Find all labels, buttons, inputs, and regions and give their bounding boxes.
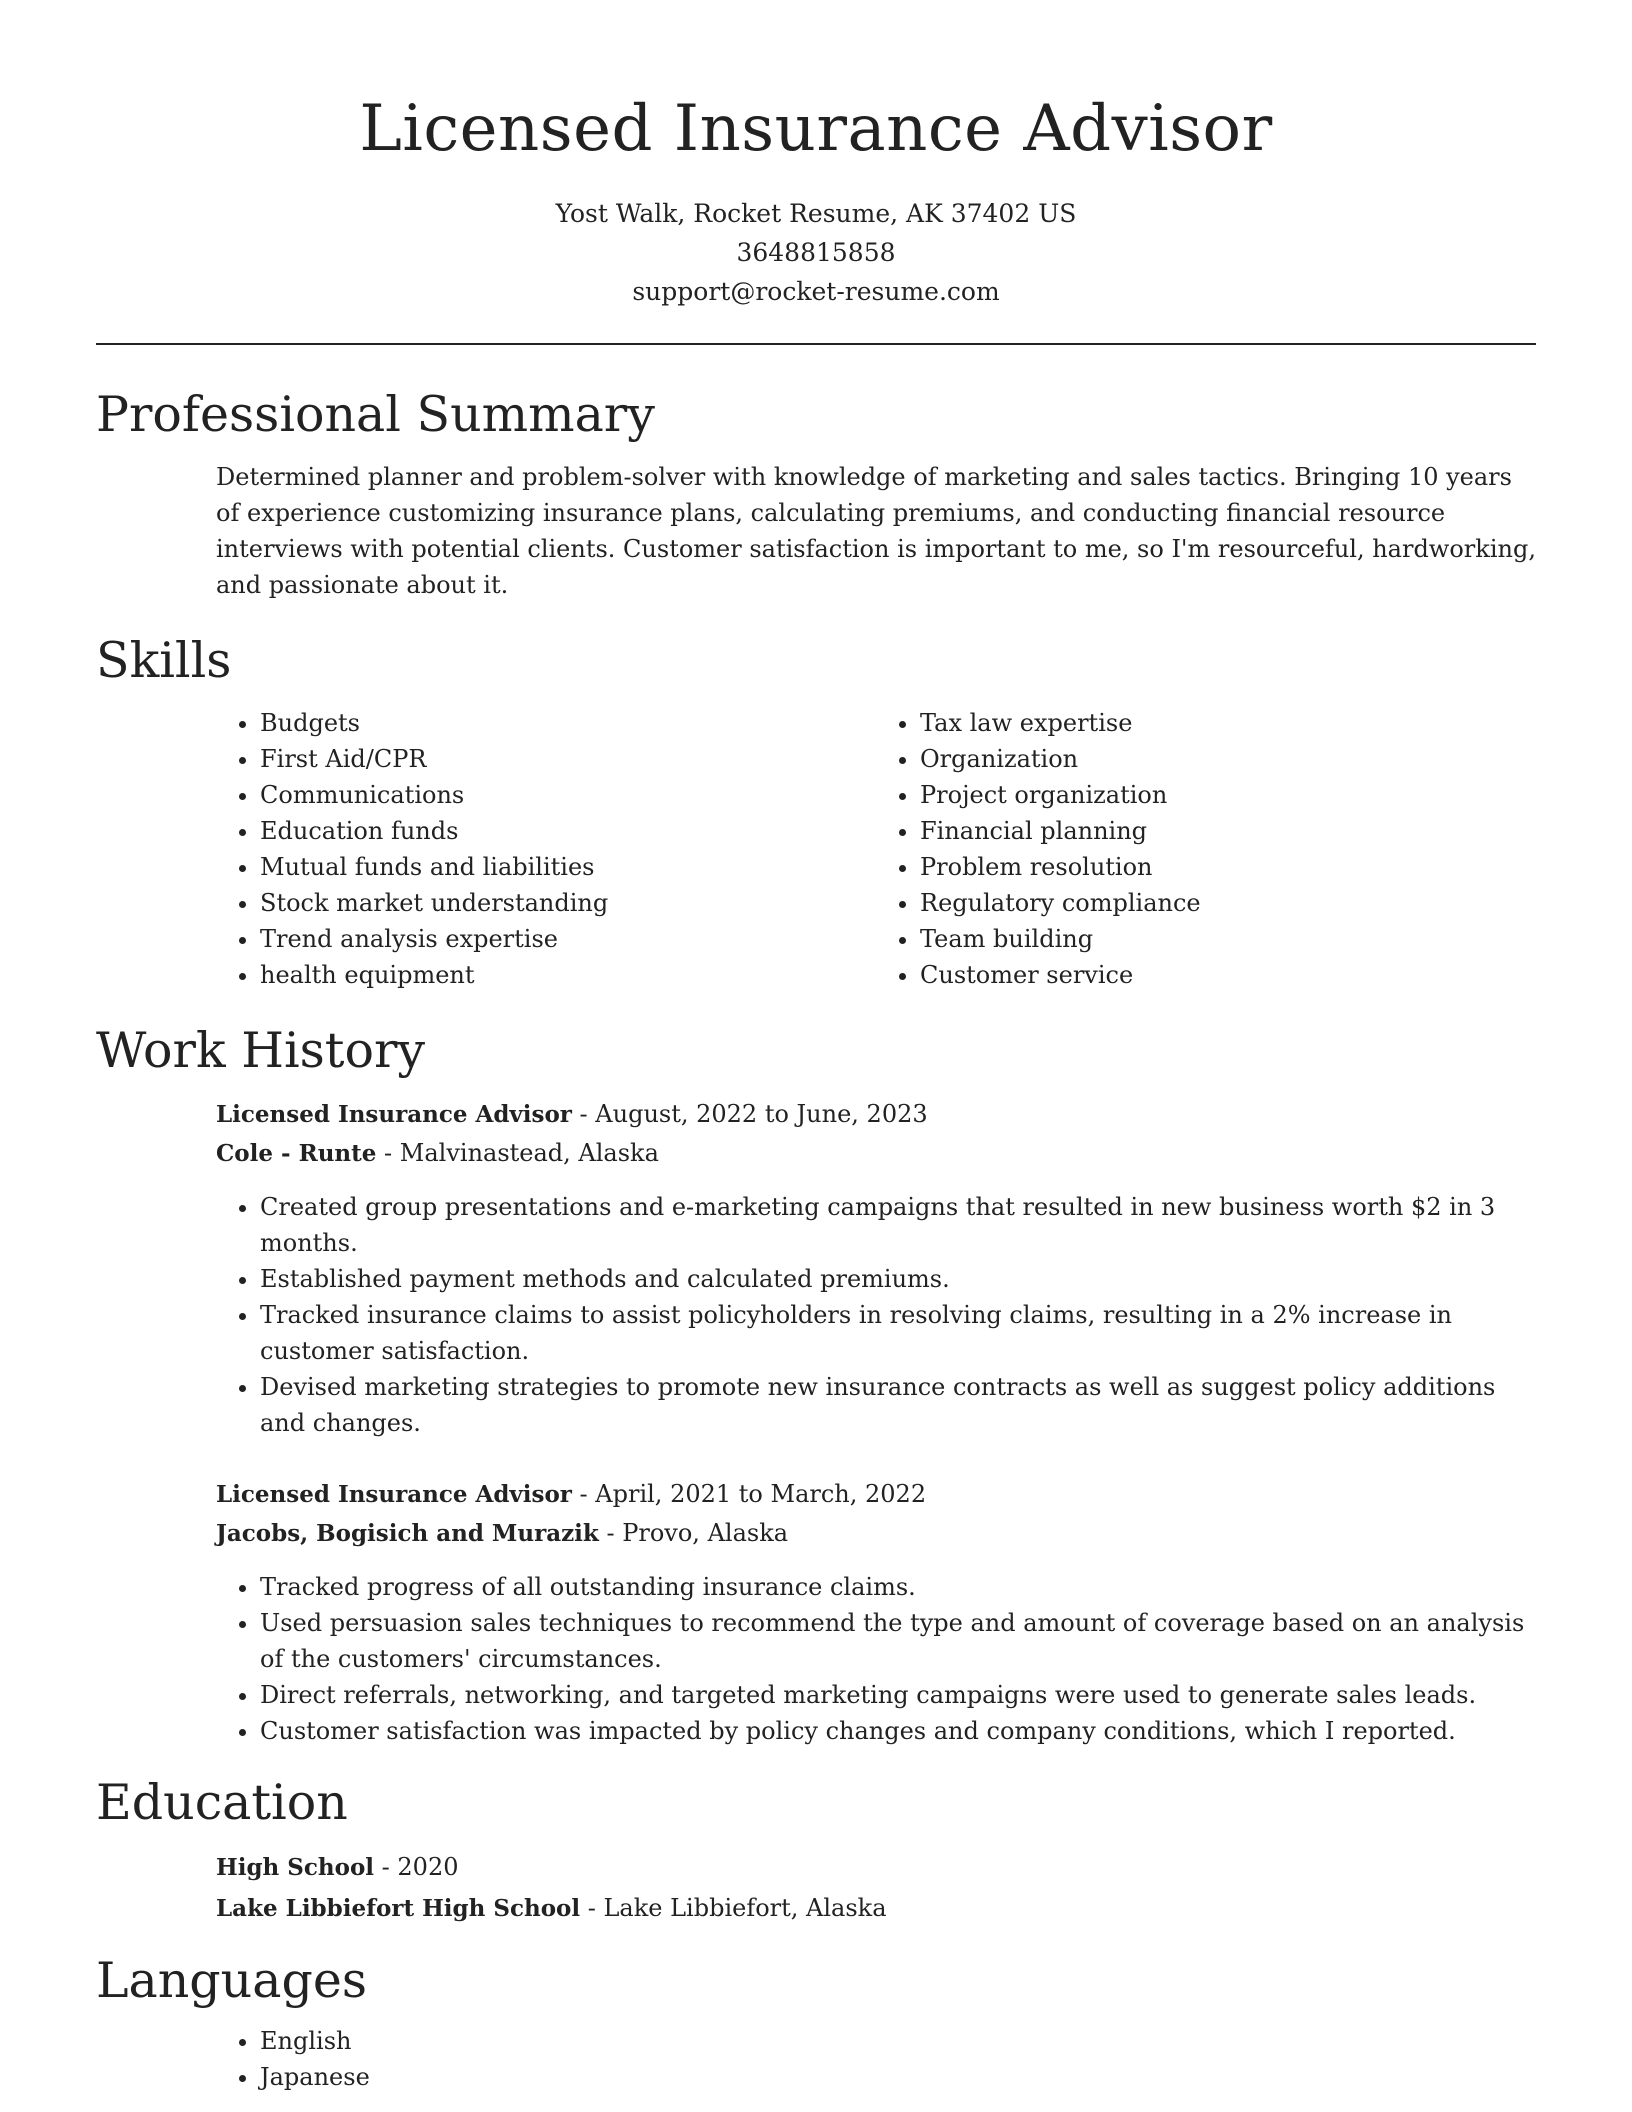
job-bullet: • Tracked insurance claims to assist policyholders in resolving claims, resulting in a 2% increase in customer satisfaction. — [260, 1297, 1536, 1369]
candidate-name: Licensed Insurance Advisor — [359, 92, 1273, 166]
skill-item: • Communications — [260, 777, 876, 813]
job-role: Licensed Insurance Advisor — [216, 1101, 572, 1128]
skills-grid — [216, 705, 1536, 993]
education-degree: High School — [216, 1854, 375, 1881]
job-title-line — [216, 1475, 1536, 1514]
skill-item: • Organization — [920, 741, 1536, 777]
skill-item: • Education funds — [260, 813, 876, 849]
job-bullets — [216, 1189, 1536, 1441]
job-location: - Provo, Alaska — [598, 1519, 789, 1547]
job-bullets — [216, 1569, 1536, 1749]
education-entry — [216, 1847, 1536, 1929]
job-company-line — [216, 1514, 1536, 1553]
skill-item: • Mutual funds and liabilities — [260, 849, 876, 885]
contact-email: support@rocket-resume.com — [632, 277, 1000, 306]
skill-item: • Financial planning — [920, 813, 1536, 849]
summary-text: Determined planner and problem-solver with knowledge of marketing and sales tactics. Bringing 10 years of experience customizing insurance plans, calculating premiums, and conducting financial resource interviews with potential clients. Customer satisfaction is important to me, so I'm resourceful, hardworking, and passionate about it. — [216, 463, 1536, 599]
job-role: Licensed Insurance Advisor — [216, 1481, 572, 1508]
skills-list-right — [876, 705, 1536, 993]
job-bullet: • Tracked progress of all outstanding insurance claims. — [260, 1569, 1536, 1605]
education-school: Lake Libbiefort High School — [216, 1895, 581, 1922]
skill-item: • Customer service — [920, 957, 1536, 993]
job-title-line — [216, 1095, 1536, 1134]
skill-item: • Trend analysis expertise — [260, 921, 876, 957]
job-entry — [216, 1475, 1536, 1749]
job-bullet: • Devised marketing strategies to promote new insurance contracts as well as suggest policy additions and changes. — [260, 1369, 1536, 1441]
skill-item: • Tax law expertise — [920, 705, 1536, 741]
education-year: - 2020 — [374, 1853, 459, 1881]
contact-block — [96, 194, 1536, 311]
summary-heading: Professional Summary — [96, 386, 655, 443]
job-company: Cole - Runte — [216, 1140, 377, 1167]
skill-item: • health equipment — [260, 957, 876, 993]
job-dates: - August, 2022 to June, 2023 — [571, 1100, 928, 1128]
skill-item: • Team building — [920, 921, 1536, 957]
language-item: • Japanese — [260, 2059, 1536, 2095]
resume-page — [96, 0, 1536, 2095]
job-bullet: • Customer satisfaction was impacted by policy changes and company conditions, which I reported. — [260, 1713, 1536, 1749]
job-bullet: • Created group presentations and e-marketing campaigns that resulted in new business worth $2 in 3 months. — [260, 1189, 1536, 1261]
job-bullet: • Used persuasion sales techniques to recommend the type and amount of coverage based on an analysis of the customers' circumstances. — [260, 1605, 1536, 1677]
language-item: • English — [260, 2023, 1536, 2059]
job-location: - Malvinastead, Alaska — [376, 1139, 659, 1167]
skills-list-left — [216, 705, 876, 993]
skill-item: • Budgets — [260, 705, 876, 741]
contact-phone: 3648815858 — [736, 238, 896, 267]
job-company: Jacobs, Bogisich and Murazik — [216, 1520, 599, 1547]
skills-heading: Skills — [96, 632, 232, 689]
skill-item: • Stock market understanding — [260, 885, 876, 921]
job-company-line — [216, 1134, 1536, 1173]
work-history-heading: Work History — [96, 1022, 426, 1079]
education-degree-line — [216, 1847, 1536, 1888]
skill-item: • Regulatory compliance — [920, 885, 1536, 921]
job-bullet: • Direct referrals, networking, and targeted marketing campaigns were used to generate sales leads. — [260, 1677, 1536, 1713]
header-divider — [96, 343, 1536, 345]
job-bullet: • Established payment methods and calculated premiums. — [260, 1261, 1536, 1297]
skill-item: • Project organization — [920, 777, 1536, 813]
education-location: - Lake Libbiefort, Alaska — [580, 1894, 887, 1922]
work-history-list — [216, 1095, 1536, 1749]
education-school-line — [216, 1888, 1536, 1929]
contact-address: Yost Walk, Rocket Resume, AK 37402 US — [555, 199, 1077, 228]
languages-block — [216, 2023, 1536, 2095]
job-dates: - April, 2021 to March, 2022 — [571, 1480, 927, 1508]
languages-heading: Languages — [96, 1952, 367, 2009]
skill-item: • First Aid/CPR — [260, 741, 876, 777]
job-entry — [216, 1095, 1536, 1441]
education-heading: Education — [96, 1774, 348, 1831]
skill-item: • Problem resolution — [920, 849, 1536, 885]
languages-list — [216, 2023, 1536, 2095]
